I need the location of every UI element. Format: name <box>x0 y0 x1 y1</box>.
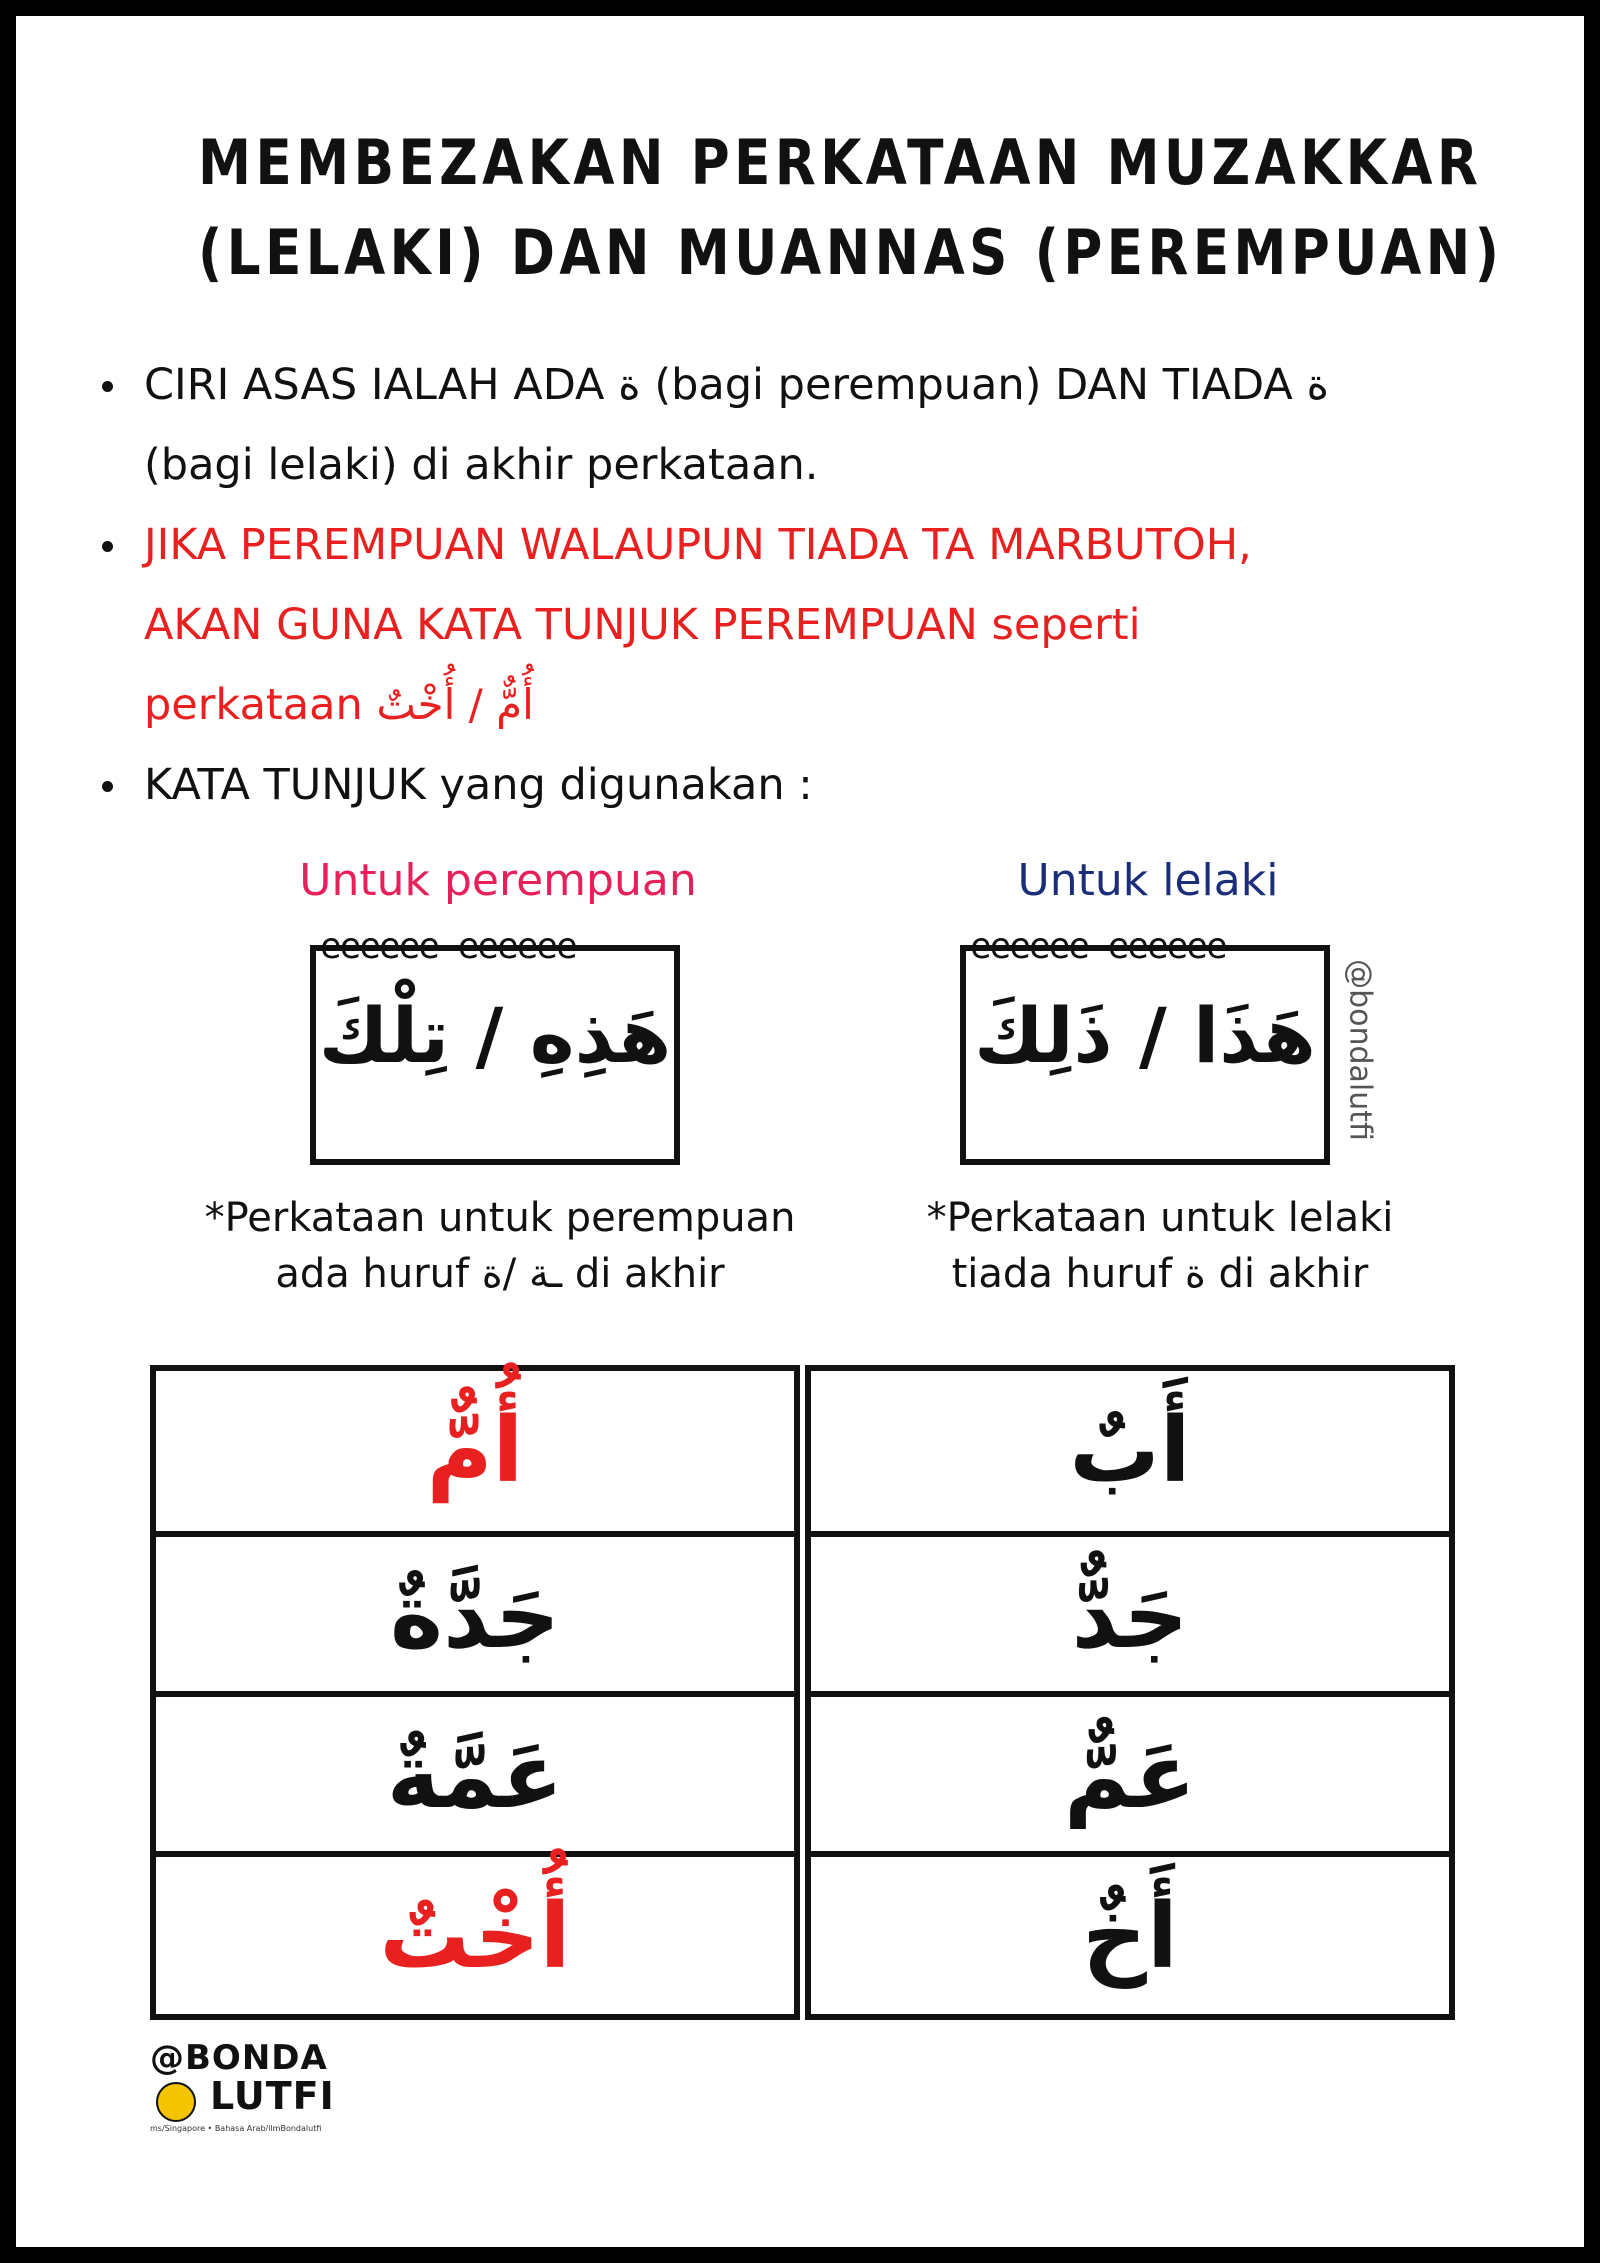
bullet-text: JIKA PEREMPUAN WALAUPUN TIADA TA MARBUTOH, <box>144 520 1252 570</box>
vocab-cell: أُمٌّ <box>426 1398 524 1503</box>
male-demonstrative-text: هَذَا / ذَلِكَ <box>974 991 1316 1080</box>
male-demonstrative-card <box>960 927 1330 1165</box>
arabic-example-words: أُمٌّ / أُخْتٌ <box>376 680 534 729</box>
male-note <box>880 1190 1440 1302</box>
bullet-text: KATA TUNJUK yang digunakan : <box>144 760 813 810</box>
vocab-cell: أَبٌ <box>1069 1398 1191 1503</box>
vocab-cell: أَخٌ <box>811 1851 1449 2011</box>
bullet-text: perkataan <box>144 680 377 730</box>
spiral-binding-icon: ееееее ееееее <box>970 927 1226 967</box>
vocab-cell: أُخْتٌ <box>156 1851 794 2011</box>
female-note-line-1: *Perkataan untuk perempuan <box>204 1195 796 1241</box>
female-vocab-table <box>150 1365 800 2020</box>
male-vocab-table <box>805 1365 1455 2020</box>
bullet-list <box>96 345 1516 825</box>
female-note <box>150 1190 850 1302</box>
bullet-text: (bagi lelaki) di akhir perkataan. <box>144 440 819 490</box>
watermark-text: @bondalutfi <box>1342 959 1378 1141</box>
female-note-line-2: ada huruf ـة /ة di akhir <box>275 1251 725 1297</box>
male-note-line-1: *Perkataan untuk lelaki <box>926 1195 1394 1241</box>
vocab-cell: عَمٌّ <box>811 1691 1449 1851</box>
vocab-cell: عَمَّةٌ <box>156 1691 794 1851</box>
watermark <box>1340 950 1380 1150</box>
logo-tagline: ms/Singapore • Bahasa Arab/ilmBondalutfi <box>150 2124 322 2133</box>
bullet-text-with-arabic <box>144 665 1516 745</box>
bullet-item-demonstratives <box>96 745 1516 825</box>
bullet-text: AKAN GUNA KATA TUNJUK PEREMPUAN seperti <box>144 600 1141 650</box>
smiley-icon <box>156 2082 196 2122</box>
logo-line-1: @BONDA <box>150 2038 328 2078</box>
logo-line-2: LUTFI <box>210 2074 335 2118</box>
male-demonstrative-label: Untuk lelaki <box>1017 855 1279 906</box>
bullet-text: CIRI ASAS IALAH ADA ة (bagi perempuan) DAN TIADA ة <box>144 360 1330 410</box>
female-demonstrative-label: Untuk perempuan <box>299 855 697 906</box>
title-line-1: MEMBEZAKAN PERKATAAN MUZAKKAR <box>198 126 1483 199</box>
female-demonstrative-card <box>310 927 680 1165</box>
brand-logo <box>150 2038 335 2138</box>
title-line-2: (LELAKI) DAN MUANNAS (PEREMPUAN) <box>198 216 1504 289</box>
vocab-cell: جَدَّةٌ <box>156 1531 794 1691</box>
female-demonstrative-text: هَذِهِ / تِلْكَ <box>318 991 672 1080</box>
vocab-cell: جَدٌّ <box>811 1531 1449 1691</box>
page-title <box>198 118 1504 298</box>
bullet-item-basic-rule <box>96 345 1516 505</box>
male-note-line-2: tiada huruf ة di akhir <box>951 1251 1369 1297</box>
spiral-binding-icon: ееееее ееееее <box>320 927 576 967</box>
bullet-item-exception <box>96 505 1516 745</box>
